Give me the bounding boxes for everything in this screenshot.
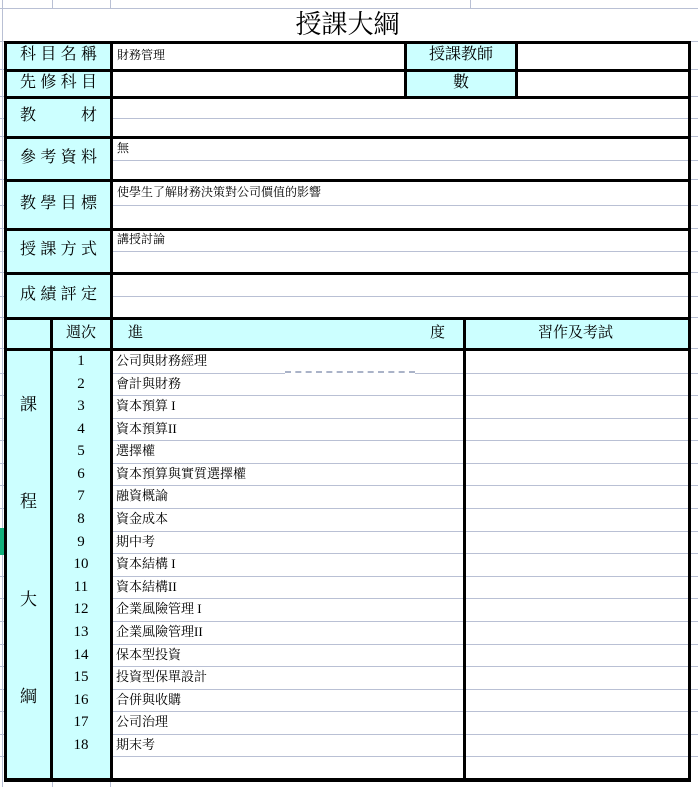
reference-value-cell[interactable]: 無 bbox=[117, 141, 130, 155]
outline-week-row bbox=[7, 508, 688, 531]
week-topic-cell[interactable]: 公司與財務經理 bbox=[116, 353, 208, 368]
grading-label-cell: 成績評定 bbox=[20, 286, 97, 303]
outline-week-row bbox=[7, 485, 688, 508]
outline-week-row bbox=[7, 598, 688, 621]
teacher-value-cell[interactable] bbox=[518, 41, 686, 69]
week-topic-cell[interactable]: 期末考 bbox=[116, 736, 156, 752]
week-topic-cell[interactable]: 期中考 bbox=[116, 533, 156, 549]
grid-line bbox=[110, 782, 111, 787]
progress-header-left-char: 進 bbox=[128, 325, 144, 341]
progress-column-header bbox=[110, 318, 463, 348]
week-number-cell: 14 bbox=[73, 646, 89, 663]
page-break-mark bbox=[0, 528, 4, 555]
week-number-cell: 10 bbox=[73, 556, 89, 573]
week-homework-cell[interactable] bbox=[463, 621, 688, 644]
week-homework-cell[interactable] bbox=[463, 689, 688, 712]
week-homework-cell[interactable] bbox=[463, 440, 688, 463]
week-homework-cell[interactable] bbox=[463, 463, 688, 486]
objective-value-cell[interactable]: 使學生了解財務決策對公司價值的影響 bbox=[117, 185, 322, 199]
outline-week-row bbox=[7, 689, 688, 712]
outline-week-row bbox=[7, 734, 688, 757]
teacher-label-cell: 授課教師 bbox=[428, 46, 493, 63]
outline-rows bbox=[7, 350, 688, 779]
side-label-char-2: 程 bbox=[20, 492, 37, 512]
week-topic-cell[interactable]: 資本預算II bbox=[116, 420, 177, 436]
grid-line bbox=[470, 0, 471, 8]
week-topic-cell[interactable]: 資本預算與實質選擇權 bbox=[116, 465, 247, 481]
week-number-cell: 9 bbox=[77, 533, 85, 550]
objective-label-cell: 教學目標 bbox=[20, 195, 97, 212]
week-homework-cell[interactable] bbox=[463, 576, 688, 599]
subject-value-cell[interactable]: 財務管理 bbox=[117, 48, 166, 62]
prereq-value-cell[interactable] bbox=[113, 69, 402, 96]
outline-week-row bbox=[7, 576, 688, 599]
side-label-char-1: 課 bbox=[20, 395, 37, 415]
week-number-cell: 11 bbox=[73, 578, 89, 595]
outline-week-row bbox=[7, 531, 688, 554]
grid-line bbox=[52, 782, 53, 787]
method-value-cell[interactable]: 講授討論 bbox=[117, 232, 166, 246]
outline-week-row bbox=[7, 395, 688, 418]
week-topic-cell[interactable]: 合併與收購 bbox=[116, 691, 182, 707]
week-homework-cell[interactable] bbox=[463, 734, 688, 757]
outline-week-row bbox=[7, 463, 688, 486]
week-number-cell: 15 bbox=[73, 669, 89, 686]
week-column-header: 週次 bbox=[65, 325, 96, 341]
week-homework-cell[interactable] bbox=[463, 531, 688, 554]
week-topic-cell[interactable]: 資本結構II bbox=[116, 578, 177, 594]
week-homework-cell[interactable] bbox=[463, 485, 688, 508]
week-topic-cell[interactable]: 融資概論 bbox=[116, 488, 169, 504]
homework-column-header: 習作及考試 bbox=[537, 325, 613, 341]
week-number-cell: 6 bbox=[77, 465, 85, 482]
outline-week-row bbox=[7, 644, 688, 667]
outline-week-row bbox=[7, 621, 688, 644]
week-homework-cell[interactable] bbox=[463, 711, 688, 734]
credits-label-cell: 數 bbox=[452, 74, 469, 91]
credits-value-cell[interactable] bbox=[518, 69, 686, 96]
week-topic-cell[interactable]: 選擇權 bbox=[116, 443, 156, 459]
week-homework-cell[interactable] bbox=[463, 644, 688, 667]
week-homework-cell[interactable] bbox=[463, 553, 688, 576]
week-homework-cell[interactable] bbox=[463, 373, 688, 396]
week-homework-cell[interactable] bbox=[463, 508, 688, 531]
week-number-cell: 17 bbox=[73, 714, 89, 731]
week-topic-cell[interactable]: 保本型投資 bbox=[116, 646, 182, 662]
grading-value-cell[interactable] bbox=[113, 272, 686, 317]
side-label-char-3: 大 bbox=[20, 589, 37, 609]
grid-line bbox=[110, 0, 111, 8]
week-number-cell: 7 bbox=[77, 488, 85, 505]
week-topic-cell[interactable]: 公司治理 bbox=[116, 714, 169, 730]
week-number-cell: 1 bbox=[77, 353, 85, 369]
week-number-cell: 13 bbox=[73, 623, 89, 640]
outline-week-row bbox=[7, 711, 688, 734]
outline-week-row bbox=[7, 666, 688, 689]
print-page-break-line bbox=[285, 371, 415, 377]
prereq-label-cell: 先修科目 bbox=[20, 74, 97, 91]
week-number-cell: 18 bbox=[73, 736, 89, 753]
week-homework-cell[interactable] bbox=[463, 350, 688, 373]
grid-line bbox=[52, 0, 53, 8]
week-number-cell: 2 bbox=[77, 375, 85, 392]
week-topic-cell[interactable]: 資本結構 I bbox=[116, 556, 176, 572]
outline-week-row bbox=[7, 350, 688, 373]
week-topic-cell[interactable]: 資本預算 I bbox=[116, 398, 176, 414]
week-homework-cell[interactable] bbox=[463, 418, 688, 441]
week-number-cell: 4 bbox=[77, 420, 85, 437]
week-number-cell: 3 bbox=[77, 398, 85, 415]
week-number-cell: 12 bbox=[73, 601, 89, 618]
materials-label-cell: 教材 bbox=[20, 107, 97, 124]
outline-week-row bbox=[7, 553, 688, 576]
reference-label-cell: 參考資料 bbox=[20, 149, 97, 166]
week-topic-cell[interactable]: 會計與財務 bbox=[116, 375, 182, 391]
week-number-cell: 16 bbox=[73, 691, 89, 708]
week-homework-cell[interactable] bbox=[463, 395, 688, 418]
subject-label-cell: 科目名稱 bbox=[20, 46, 97, 63]
week-homework-cell[interactable] bbox=[463, 666, 688, 689]
week-topic-cell[interactable]: 企業風險管理II bbox=[116, 623, 203, 639]
week-number-cell: 5 bbox=[77, 443, 85, 460]
week-homework-cell[interactable] bbox=[463, 598, 688, 621]
outline-week-row bbox=[7, 418, 688, 441]
week-topic-cell[interactable]: 資金成本 bbox=[116, 511, 169, 527]
page-title: 授課大綱 bbox=[295, 10, 400, 39]
progress-header-right-char: 度 bbox=[429, 325, 445, 341]
method-label-cell: 授課方式 bbox=[20, 241, 97, 258]
table-border bbox=[688, 41, 691, 782]
grid-line bbox=[2, 0, 3, 787]
side-label-char-4: 綱 bbox=[20, 686, 37, 706]
materials-value-cell[interactable] bbox=[113, 96, 686, 136]
outline-week-row bbox=[7, 440, 688, 463]
week-number-cell: 8 bbox=[77, 511, 85, 528]
week-topic-cell[interactable]: 投資型保單設計 bbox=[116, 669, 208, 685]
week-topic-cell[interactable]: 企業風險管理 I bbox=[116, 601, 202, 617]
